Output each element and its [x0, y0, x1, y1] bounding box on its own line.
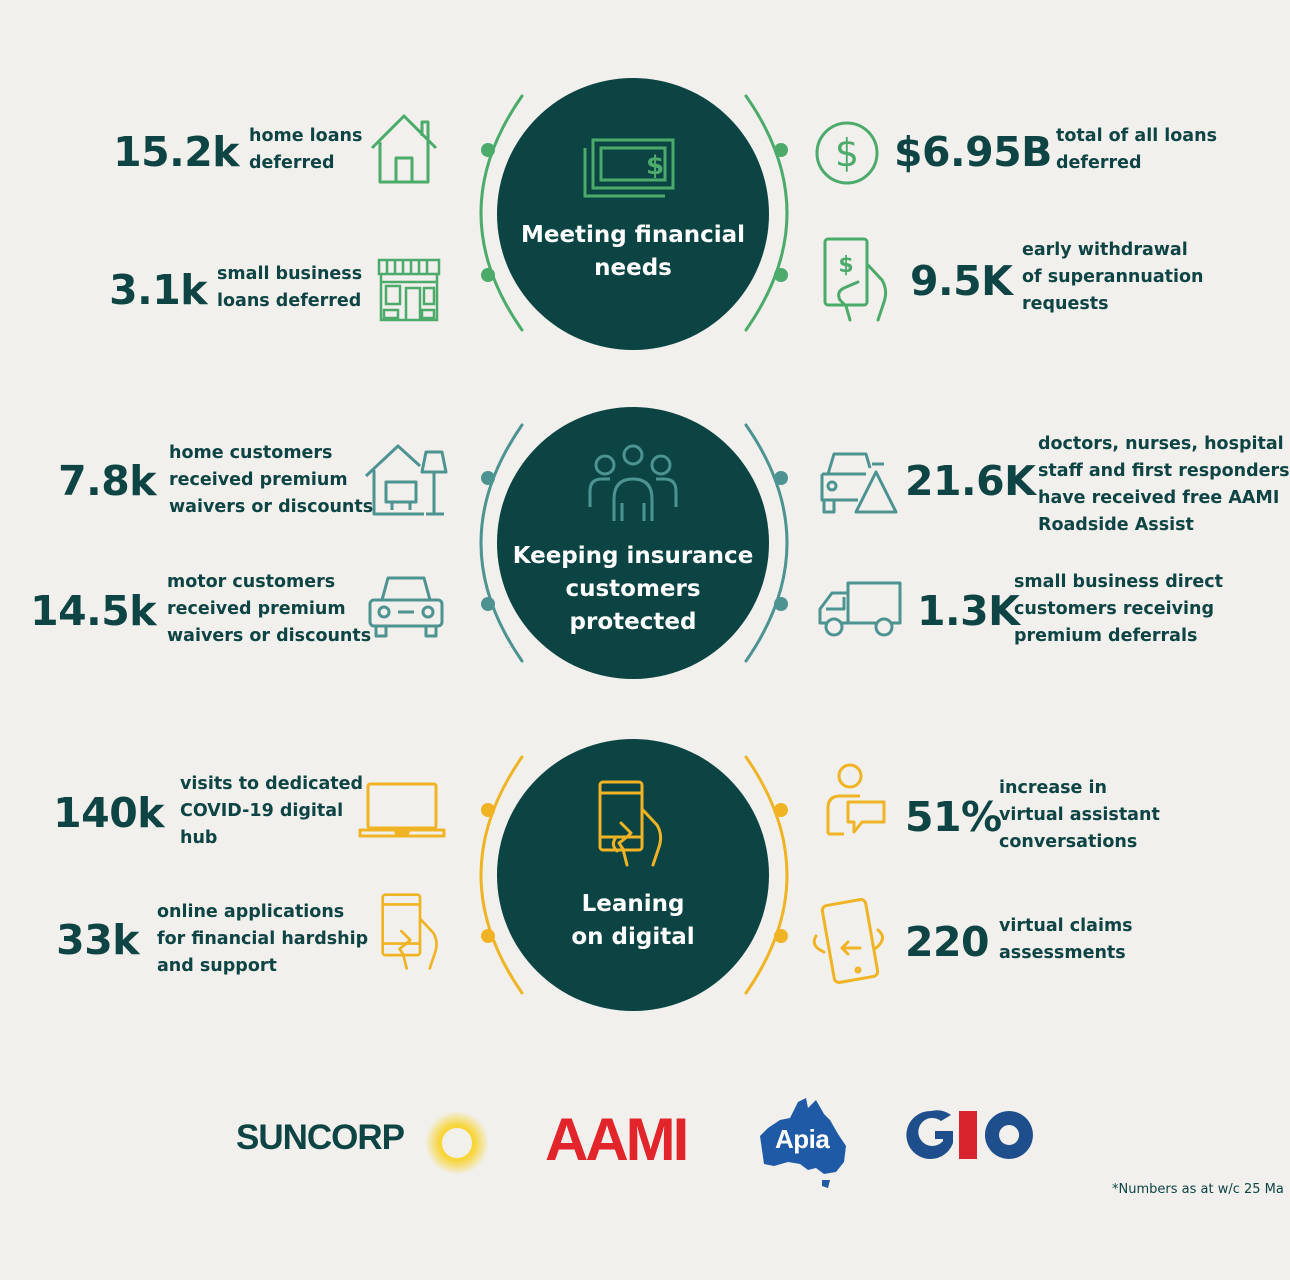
svg-text:$: $ [838, 253, 854, 278]
stat-value-hub-visits: 140k [53, 789, 164, 837]
group-people-icon [588, 443, 678, 523]
connector-dot [774, 471, 788, 485]
hand-tapping-phone-icon [597, 779, 669, 869]
car-warning-triangle-icon [818, 450, 898, 516]
stat-value-small-business-loans: 3.1k [109, 266, 207, 314]
stat-value-total-loans: $6.95B [894, 128, 1052, 176]
stat-desc-business-premium-deferrals: small business direct customers receiving premium deferrals [1014, 572, 1223, 646]
connector-dot [481, 929, 495, 943]
svg-text:$: $ [645, 151, 665, 181]
stat-value-home-loans: 15.2k [113, 128, 239, 176]
section-title-digital: Leaning on digital [571, 891, 695, 950]
logo-suncorp [236, 1118, 404, 1158]
stat-desc-super-withdrawal: early withdrawal of superannuation requests [1022, 240, 1204, 314]
storefront-icon [376, 256, 442, 324]
stat-value-home-customers: 7.8k [58, 457, 156, 505]
stat-value-business-premium-deferrals: 1.3K [917, 587, 1020, 635]
suncorp-wordmark: SUNCORP [236, 1118, 405, 1157]
connector-dot [774, 268, 788, 282]
hand-holding-dollar-phone-icon [822, 236, 892, 324]
section-circle-digital [497, 739, 769, 1011]
home-interior-icon [364, 442, 448, 516]
connector-dot [481, 268, 495, 282]
stat-desc-total-loans: total of all loans deferred [1056, 126, 1217, 173]
logo-aami [545, 1108, 686, 1172]
aami-wordmark: AAMI [545, 1106, 687, 1173]
stat-value-virtual-assistant: 51% [905, 793, 1002, 841]
connector-dot [481, 803, 495, 817]
section-title-financial: Meeting financial needs [520, 222, 746, 281]
stat-desc-hardship-applications: online applications for financial hardship and support [157, 902, 369, 976]
stat-value-virtual-claims: 220 [905, 918, 990, 966]
stat-value-motor-customers: 14.5k [30, 587, 156, 635]
section-circle-insurance [497, 407, 769, 679]
svg-text:$: $ [834, 131, 860, 175]
section-circle-financial [497, 78, 769, 350]
footnote: *Numbers as at w/c 25 Ma [1112, 1182, 1284, 1197]
stat-value-super-withdrawal: 9.5K [910, 257, 1013, 305]
connector-dot [481, 471, 495, 485]
stat-desc-home-loans: home loans deferred [249, 126, 363, 173]
stat-desc-hub-visits: visits to dedicated COVID-19 digital hub [180, 774, 364, 848]
stat-value-hardship-applications: 33k [56, 916, 139, 964]
connector-dot [774, 803, 788, 817]
stat-desc-small-business-loans: small business loans deferred [217, 264, 363, 311]
stat-desc-virtual-claims: virtual claims assessments [999, 916, 1133, 963]
apia-wordmark: Apia [775, 1124, 830, 1154]
dollar-coin-icon [814, 120, 880, 186]
stat-desc-home-customers: home customers received premium waivers or discounts [169, 443, 374, 517]
connector-dot [481, 597, 495, 611]
house-icon [368, 112, 440, 184]
sun-icon [424, 1110, 490, 1176]
person-chat-icon [824, 762, 888, 840]
laptop-icon [358, 780, 446, 840]
stat-desc-motor-customers: motor customers received premium waivers or discounts [167, 572, 372, 646]
connector-dot [774, 143, 788, 157]
car-icon [366, 572, 446, 640]
logo-apia [775, 1124, 829, 1155]
delivery-truck-icon [816, 579, 904, 639]
svg-text:GIO: GIO [705, 909, 707, 910]
stat-value-roadside-assist: 21.6K [905, 457, 1036, 505]
connector-dot [481, 143, 495, 157]
rotating-phone-icon [812, 896, 888, 984]
banknote-dollar-icon [579, 136, 679, 202]
connector-dot [774, 597, 788, 611]
section-title-insurance: Keeping insurance customers protected [512, 543, 754, 635]
hand-tapping-phone-icon [380, 892, 444, 972]
stat-desc-virtual-assistant: increase in virtual assistant conversations [999, 778, 1160, 852]
connector-dot [774, 929, 788, 943]
stat-desc-roadside-assist: doctors, nurses, hospital staff and first responders have received free AAMI Roadside Assist [1038, 434, 1290, 535]
